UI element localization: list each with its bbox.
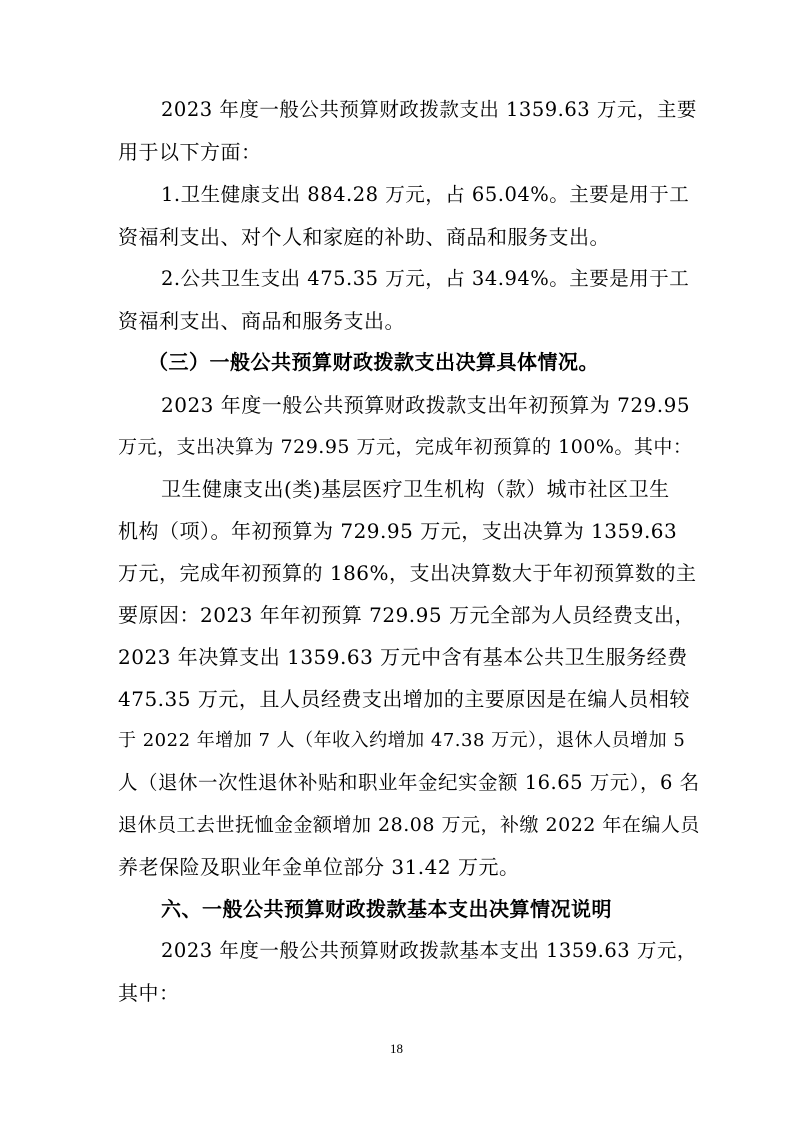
paragraph-line: 要原因：2023 年年初预算 729.95 万元全部为人员经费支出， <box>118 603 695 627</box>
paragraph-line: 人（退休一次性退休补贴和职业年金纪实金额 16.65 万元），6 名 <box>118 771 700 794</box>
paragraph-line: 2023 年度一般公共预算财政拨款支出年初预算为 729.95 <box>161 393 691 417</box>
page-number: 18 <box>390 1041 403 1056</box>
section-subheading: （三）一般公共预算财政拨款支出决算具体情况。 <box>148 350 599 374</box>
paragraph-line: 于 2022 年增加 7 人（年收入约增加 47.38 万元），退休人员增加 5 <box>118 730 686 751</box>
paragraph-line: 资福利支出、商品和服务支出。 <box>118 309 405 333</box>
paragraph-line: 卫生健康支出(类)基层医疗卫生机构（款）城市社区卫生 <box>161 477 670 501</box>
paragraph-line: 1.卫生健康支出 884.28 万元，占 65.04%。主要是用于工 <box>161 183 690 206</box>
paragraph-line: 475.35 万元，且人员经费支出增加的主要原因是在编人员相较 <box>118 687 690 711</box>
paragraph-line: 资福利支出、对个人和家庭的补助、商品和服务支出。 <box>118 225 610 249</box>
paragraph-line: 2023 年决算支出 1359.63 万元中含有基本公共卫生服务经费 <box>118 645 688 669</box>
paragraph-line: 万元，支出决算为 729.95 万元，完成年初预算的 100%。其中： <box>118 436 693 458</box>
paragraph-line: 2023 年度一般公共预算财政拨款基本支出 1359.63 万元， <box>161 939 697 962</box>
paragraph-line: 机构（项）。年初预算为 729.95 万元，支出决算为 1359.63 <box>118 519 678 543</box>
paragraph-line: 其中： <box>118 981 180 1005</box>
paragraph-line: 万元，完成年初预算的 186%，支出决算数大于年初预算数的主 <box>118 561 697 585</box>
paragraph-line: 养老保险及职业年金单位部分 31.42 万元。 <box>118 855 520 879</box>
paragraph-line: 用于以下方面： <box>118 140 262 164</box>
section-heading: 六、一般公共预算财政拨款基本支出决算情况说明 <box>161 897 612 921</box>
paragraph-line: 2023 年度一般公共预算财政拨款支出 1359.63 万元，主要 <box>161 98 697 121</box>
paragraph-line: 2.公共卫生支出 475.35 万元，占 34.94%。主要是用于工 <box>161 267 690 290</box>
paragraph-line: 退休员工去世抚恤金金额增加 28.08 万元，补缴 2022 年在编人员 <box>118 814 700 836</box>
